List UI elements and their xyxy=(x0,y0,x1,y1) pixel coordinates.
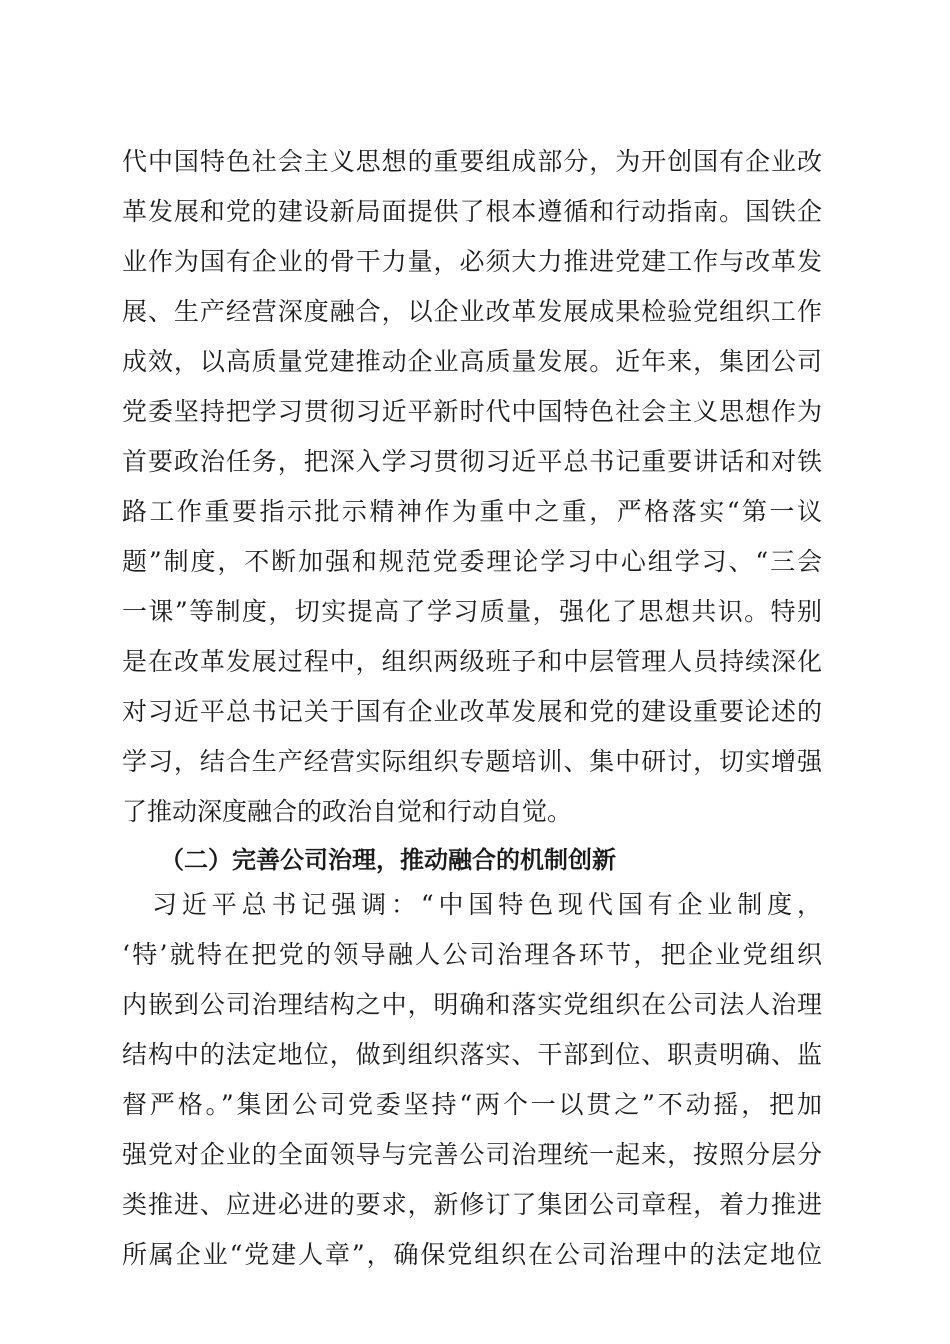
paragraph-line: 革发展和党的建设新局面提供了根本遵循和行动指南。国铁企 xyxy=(122,197,822,226)
paragraph-line: 是在改革发展过程中，组织两级班子和中层管理人员持续深化 xyxy=(122,647,822,676)
paragraph-line: 题”制度，不断加强和规范党委理论学习中心组学习、“三会 xyxy=(122,547,822,576)
paragraph-line: 类推进、应进必进的要求，新修订了集团公司章程，着力推进 xyxy=(122,1190,822,1219)
paragraph-line: 督严格。”集团公司党委坚持“两个一以贯之”不动摇，把加 xyxy=(122,1090,822,1119)
paragraph-line: 学习，结合生产经营实际组织专题培训、集中研讨，切实增强 xyxy=(122,747,822,776)
paragraph-line: 所属企业“党建人章”，确保党组织在公司治理中的法定地位 xyxy=(122,1240,822,1269)
paragraph-line: 强党对企业的全面领导与完善公司治理统一起来，按照分层分 xyxy=(122,1140,822,1169)
paragraph-line: 习近平总书记强调：“中国特色现代国有企业制度， xyxy=(152,890,822,919)
section-heading: （二）完善公司治理，推动融合的机制创新 xyxy=(160,846,616,874)
paragraph-line: 路工作重要指示批示精神作为重中之重，严格落实“第一议 xyxy=(122,497,822,526)
paragraph-line: 展、生产经营深度融合，以企业改革发展成果检验党组织工作 xyxy=(122,297,822,326)
paragraph-line: 结构中的法定地位，做到组织落实、干部到位、职责明确、监 xyxy=(122,1040,822,1069)
paragraph-line: 成效，以高质量党建推动企业高质量发展。近年来，集团公司 xyxy=(122,347,822,376)
paragraph-line: 党委坚持把学习贯彻习近平新时代中国特色社会主义思想作为 xyxy=(122,397,822,426)
paragraph-line: 首要政治任务，把深入学习贯彻习近平总书记重要讲话和对铁 xyxy=(122,447,822,476)
paragraph-line: ‘特’就特在把党的领导融人公司治理各环节，把企业党组织 xyxy=(122,940,822,969)
paragraph-line: 代中国特色社会主义思想的重要组成部分，为开创国有企业改 xyxy=(122,147,822,176)
paragraph-line: 一课”等制度，切实提高了学习质量，强化了思想共识。特别 xyxy=(122,597,822,626)
paragraph-line: 业作为国有企业的骨干力量，必须大力推进党建工作与改革发 xyxy=(122,247,822,276)
paragraph-line: 对习近平总书记关于国有企业改革发展和党的建设重要论述的 xyxy=(122,697,822,726)
paragraph-line: 内嵌到公司治理结构之中，明确和落实党组织在公司法人治理 xyxy=(122,990,822,1019)
paragraph-line: 了推动深度融合的政治自觉和行动自觉。 xyxy=(122,797,573,826)
